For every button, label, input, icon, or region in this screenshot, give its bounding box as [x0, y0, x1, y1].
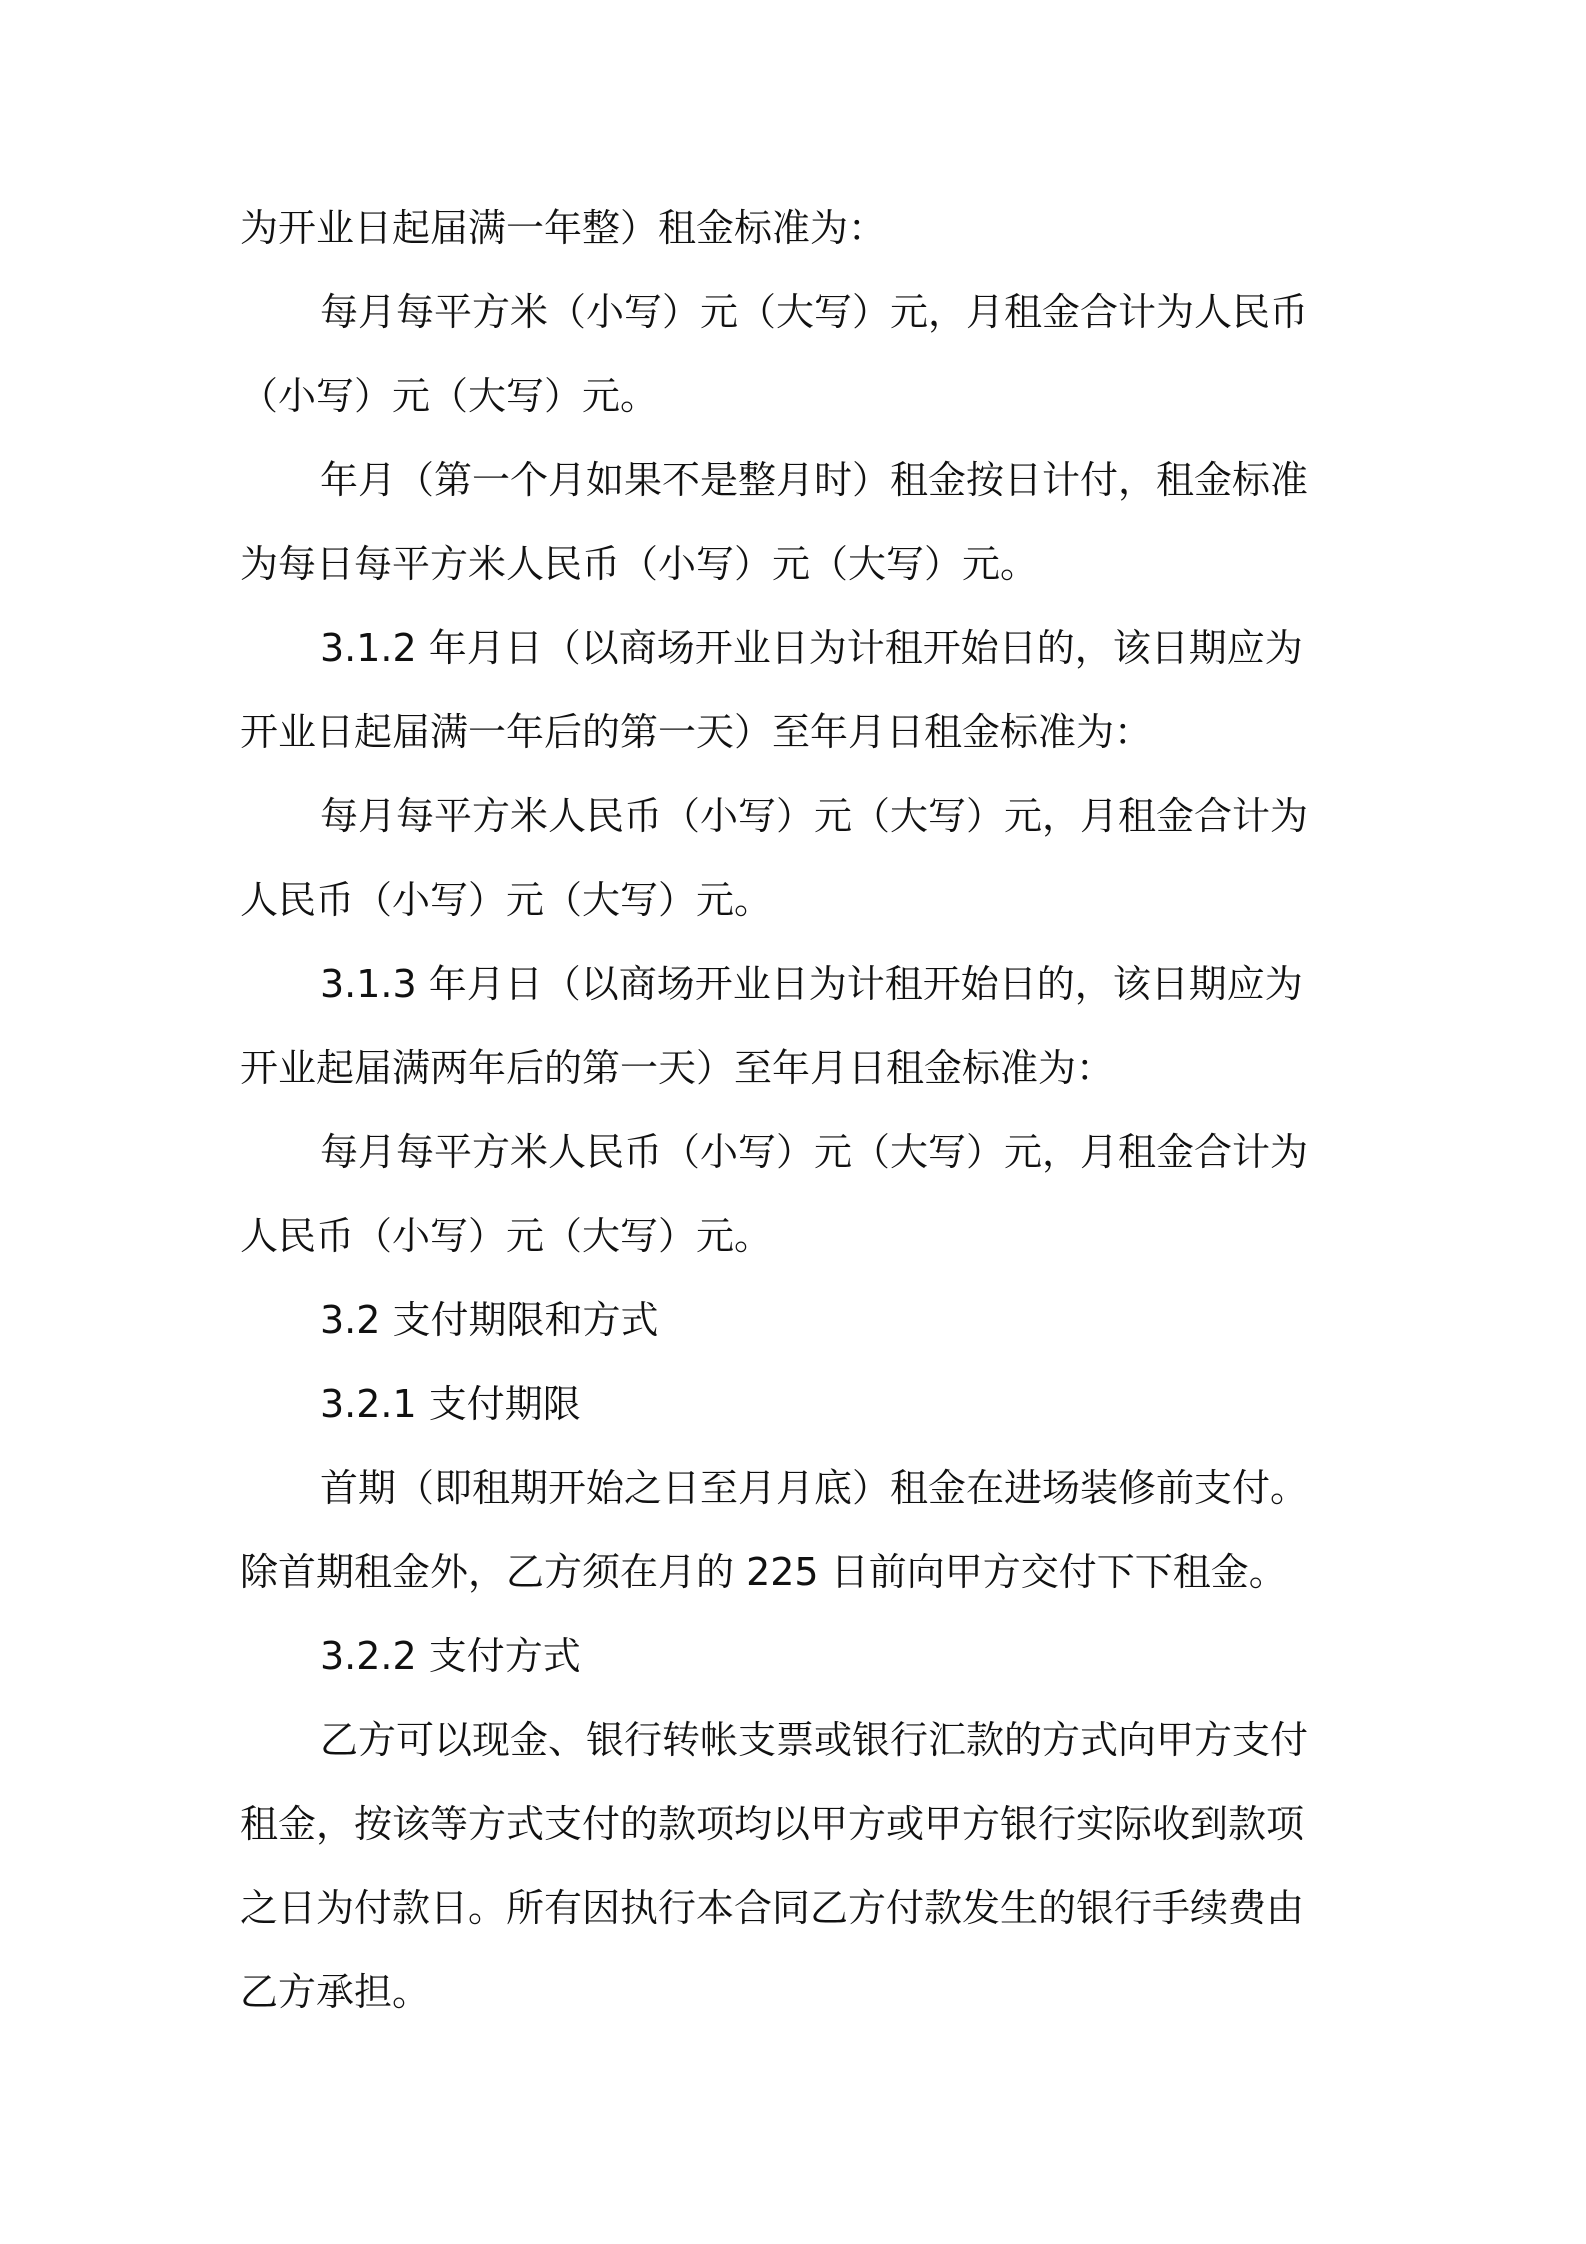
text-line: 租金，按该等方式支付的款项均以甲方或甲方银行实际收到款项 [240, 1802, 1305, 1846]
text-line: 每月每平方米人民币（小写）元（大写）元，月租金合计为 [320, 794, 1309, 838]
text-line: 3.1.3 年月日（以商场开业日为计租开始日的，该日期应为 [320, 962, 1303, 1006]
text-line: 乙方可以现金、银行转帐支票或银行汇款的方式向甲方支付 [320, 1718, 1309, 1762]
text-line: 每月每平方米人民币（小写）元（大写）元，月租金合计为 [320, 1130, 1309, 1174]
text-line: 为每日每平方米人民币（小写）元（大写）元。 [240, 542, 1039, 586]
text-line: 3.2 支付期限和方式 [320, 1298, 659, 1342]
text-line: 3.2.2 支付方式 [320, 1634, 581, 1678]
text-line: 每月每平方米（小写）元（大写）元，月租金合计为人民币 [320, 290, 1309, 334]
text-line: 人民币（小写）元（大写）元。 [240, 1214, 773, 1258]
text-line: 人民币（小写）元（大写）元。 [240, 878, 773, 922]
text-line: （小写）元（大写）元。 [240, 374, 659, 418]
text-line: 乙方承担。 [240, 1970, 431, 2014]
text-line: 开业日起届满一年后的第一天）至年月日租金标准为： [240, 710, 1153, 754]
text-line: 为开业日起届满一年整）租金标准为： [240, 206, 887, 250]
text-line: 除首期租金外，乙方须在月的 225 日前向甲方交付下下租金。 [240, 1550, 1287, 1594]
text-line: 开业起届满两年后的第一天）至年月日租金标准为： [240, 1046, 1115, 1090]
text-line: 之日为付款日。所有因执行本合同乙方付款发生的银行手续费由 [240, 1886, 1305, 1930]
text-line: 年月（第一个月如果不是整月时）租金按日计付，租金标准 [320, 458, 1309, 502]
text-line: 3.1.2 年月日（以商场开业日为计租开始日的，该日期应为 [320, 626, 1303, 670]
text-line: 3.2.1 支付期限 [320, 1382, 581, 1426]
text-line: 首期（即租期开始之日至月月底）租金在进场装修前支付。 [320, 1466, 1309, 1510]
contract-text [240, 196, 1360, 2044]
